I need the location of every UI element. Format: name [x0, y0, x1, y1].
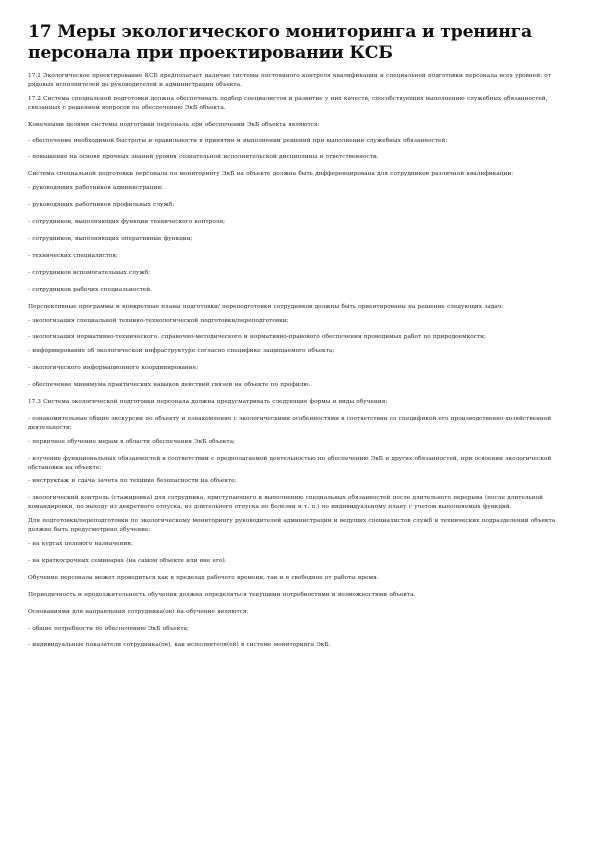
paragraph-31: Основаниями для направления сотрудника(ов) на обучение являются:: [28, 608, 249, 615]
document-body: [28, 72, 567, 650]
paragraph-32: - общие потребности по обеспечению ЭкБ объекта;: [28, 625, 189, 632]
paragraph-23: - изучение функциональных обязанностей в соответствии с предполагаемой деятельностью по обеспечению ЭкБ и других обязанностей, при освоении экологической обстановки на объекте;: [28, 455, 552, 471]
paragraph-2: 17.2 Система специальной подготовки должна обеспечивать подбор специалистов и развитие у них качеств, способствующих выполнению служебных обязанностей, связанных с решением вопросов по обеспечению ЭкБ объекта.: [28, 95, 548, 111]
paragraph-24: - инструктаж и сдача зачета по технике безопасности на объекте;: [28, 478, 237, 485]
paragraph-26: Для подготовки/переподготовки по экологическому мониторингу руководителей администрации и ведущих специалистов служб и технических подразделений объекта должно быть предусмотрено обучение:: [28, 518, 556, 534]
paragraph-10: - сотрудников, выполняющих оперативные функции;: [28, 235, 193, 242]
section-title: 17 Меры экологического мониторинга и тренинга персонала при проектировании КСБ: [28, 22, 532, 63]
paragraph-19: - обеспечение минимума практических навыков действий связей на объекте по профилю.: [28, 382, 311, 389]
paragraph-12: - сотрудников вспомогательных служб;: [28, 269, 151, 276]
paragraph-28: - на краткосрочных семинарах (на самом объекте или вне его).: [28, 557, 227, 564]
paragraph-21: - ознакомительные общие экскурсии по объекту и ознакомление с экологическими особенностями в соответствии со спецификой его производственно-хозяйственной деятельности;: [28, 415, 552, 431]
paragraph-7: - руководящих работников администрации;: [28, 185, 164, 192]
paragraph-9: - сотрудников, выполняющих функции технического контроля;: [28, 219, 226, 226]
paragraph-18: - экологического информационного координирование;: [28, 365, 199, 372]
paragraph-20: 17.3 Система экологической подготовки персонала должна предусматривать следующие формы и виды обучения:: [28, 399, 388, 406]
paragraph-33: - индивидуальные показатели сотрудника(ов), как исполнителя(ей) в системе мониторинга ЭкБ.: [28, 642, 331, 649]
paragraph-17: - информирование об экологической инфраструктуре согласно специфике защищаемого объекта;: [28, 348, 335, 355]
paragraph-11: - технических специалистов;: [28, 252, 118, 259]
paragraph-30: Периодичность и продолжительность обучения должна определяться текущими потребностями и возможностями объекта.: [28, 591, 416, 598]
paragraph-29: Обучение персонала может проводиться как в пределах рабочего времени, так и в свободное от работы время.: [28, 574, 379, 581]
paragraph-27: - на курсах целевого назначения;: [28, 541, 133, 547]
paragraph-3: Конечными целями системы подготовки персонала при обеспечении ЭкБ объекта являются:: [28, 121, 320, 128]
paragraph-25: - экологический контроль (стажировка) для сотрудника, приступающего к выполнению специальных обязанностей после длительного перерыва (после длительной командировки, по выходу из декретного отпуска, из длительного отпуска по болезни и т. п.) по индивидуальному плану с учетом выполняемых функций.: [28, 495, 543, 511]
paragraph-1: 17.1 Экологическое проектирование КСБ предполагает наличие системы постоянного контроля квалификации и специальной подготовки персонала всех уровней: от рядовых исполнителей до руководителей и администрации объекта.: [28, 73, 551, 88]
paragraph-5: - повышение на основе прочных знаний уровня сознательной исполнительской дисциплины и ответственности.: [28, 154, 379, 161]
paragraph-6: Система специальной подготовки персонала по мониторингу ЭкБ на объекте должна быть дифференцирована для сотрудников различной квалификации:: [28, 171, 514, 178]
paragraph-15: - экологизация специальной технико-технологической подготовки/переподготовки;: [28, 317, 289, 324]
paragraph-4: - обеспечение необходимой быстроты и правильности в принятии и выполнении решений при выполнении служебных обязанностей;: [28, 137, 448, 144]
paragraph-22: - первичное обучение мерам в области обеспечения ЭкБ объекта;: [28, 438, 236, 445]
paragraph-8: - руководящих работников профильных служб;: [28, 202, 175, 209]
paragraph-16: - экологизация нормативно-технического, справочно-методического и нормативно-правового обеспечения проводимых работ по природоемкости;: [28, 334, 486, 341]
paragraph-13: - сотрудников рабочих специальностей.: [28, 286, 152, 293]
paragraph-14: Перспективные программы и конкретные планы подготовки/ переподготовки сотрудников должны быть ориентированы на решение следующих задач:: [28, 303, 504, 310]
